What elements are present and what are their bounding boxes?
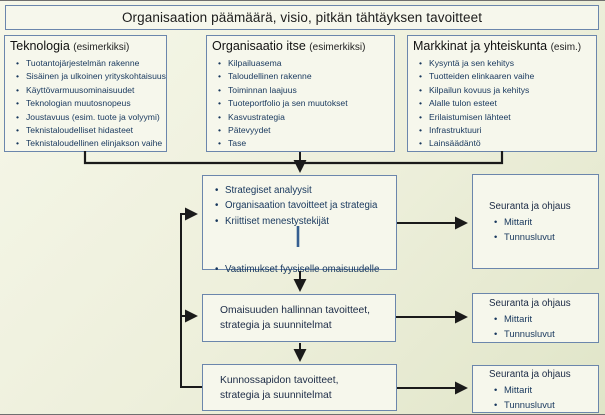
monitoring-box-3-title: Seuranta ja ohjaus: [489, 368, 571, 380]
organisation-list: [212, 57, 391, 151]
diagram-title-box: [5, 5, 599, 30]
list-item: • Kilpailun kovuus ja kehitys: [418, 84, 593, 97]
list-item: • Alalle tulon esteet: [418, 97, 593, 110]
list-item: • Mittarit: [493, 214, 596, 229]
technology-list: [10, 57, 166, 151]
organisation-box-title: Organisaatio itse: [212, 39, 306, 53]
list-item: • Organisaation tavoitteet ja strategia: [214, 198, 394, 213]
list-item: • Joustavuus (esim. tuote ja volyymi): [15, 111, 163, 124]
maintenance-line1: Kunnossapidon tavoitteet,: [220, 374, 339, 386]
list-item: • Erilaistumisen lähteet: [418, 111, 593, 124]
strategic-analysis-list: [209, 183, 394, 229]
list-item: • Mittarit: [493, 311, 596, 326]
diagram-title: Organisaation päämäärä, visio, pitkän tähtäyksen tavoitteet: [121, 10, 483, 25]
market-society-box-suffix: (esim.): [550, 42, 582, 53]
list-item: • Taloudellinen rakenne: [217, 70, 391, 83]
monitoring-box-3: [472, 365, 599, 413]
monitoring-box-1-title: Seuranta ja ohjaus: [489, 201, 571, 212]
organisation-box: [206, 35, 395, 152]
list-item: • Sisäinen ja ulkoinen yrityskohtaisuus: [15, 70, 163, 83]
technology-box-header: [10, 39, 163, 55]
monitoring-box-2-list: [489, 311, 596, 341]
list-item: • Kriittiset menestystekijät: [214, 214, 394, 229]
requirements-list: [209, 262, 394, 277]
list-item: • Tunnusluvut: [493, 326, 596, 341]
maintenance-line2: strategia ja suunnitelmat: [220, 389, 332, 401]
list-item: • Teknistaloudellinen elinjakson vaihe: [15, 137, 163, 150]
list-item: • Teknologian muutosnopeus: [15, 97, 163, 110]
maintenance-box: [202, 364, 397, 411]
market-society-box-header: [413, 39, 593, 55]
market-society-box-title: Markkinat ja yhteiskunta: [413, 39, 548, 53]
list-item: • Strategiset analyysit: [214, 183, 394, 198]
list-item: • Tunnusluvut: [493, 229, 596, 244]
list-item: • Kasvustrategia: [217, 111, 391, 124]
monitoring-box-1-list: [489, 214, 596, 244]
list-item: • Toiminnan laajuus: [217, 84, 391, 97]
strategic-analysis-box: [202, 175, 397, 276]
monitoring-box-2: [472, 293, 599, 343]
monitoring-box-1: [472, 174, 599, 269]
list-item: • Vaatimukset fyysiselle omaisuudelle: [214, 262, 394, 277]
asset-management-line1: Omaisuuden hallinnan tavoitteet,: [220, 305, 370, 316]
analysis-spacer: [209, 229, 394, 260]
market-society-list: [413, 57, 593, 151]
list-item: • Kilpailuasema: [217, 57, 391, 70]
feedback-loop-to-analysis: [181, 214, 202, 387]
organisation-box-suffix: (esimerkiksi): [309, 42, 366, 53]
list-item: • Tuotteiden elinkaaren vaihe: [418, 70, 593, 83]
technology-box-suffix: (esimerkiksi): [73, 42, 130, 53]
asset-management-line2: strategia ja suunnitelmat: [220, 320, 332, 331]
list-item: • Pätevyydet: [217, 124, 391, 137]
technology-box-title: Teknologia: [10, 39, 70, 53]
monitoring-box-2-title: Seuranta ja ohjaus: [489, 297, 571, 309]
market-society-box: [407, 35, 597, 152]
connector-inputs-bus: [85, 151, 502, 163]
list-item: • Tase: [217, 137, 391, 150]
list-item: • Kysyntä ja sen kehitys: [418, 57, 593, 70]
list-item: • Tunnusluvut: [493, 397, 596, 412]
list-item: • Lainsäädäntö: [418, 137, 593, 150]
monitoring-box-3-list: [489, 382, 596, 412]
list-item: • Tuoteportfolio ja sen muutokset: [217, 97, 391, 110]
asset-management-box: [202, 294, 396, 342]
organisation-box-header: [212, 39, 391, 55]
list-item: • Teknistaloudelliset hidasteet: [15, 124, 163, 137]
list-item: • Tuotantojärjestelmän rakenne: [15, 57, 163, 70]
list-item: • Käyttövarmuusominaisuudet: [15, 84, 163, 97]
list-item: • Mittarit: [493, 382, 596, 397]
technology-box: [4, 35, 167, 152]
list-item: • Infrastruktuuri: [418, 124, 593, 137]
